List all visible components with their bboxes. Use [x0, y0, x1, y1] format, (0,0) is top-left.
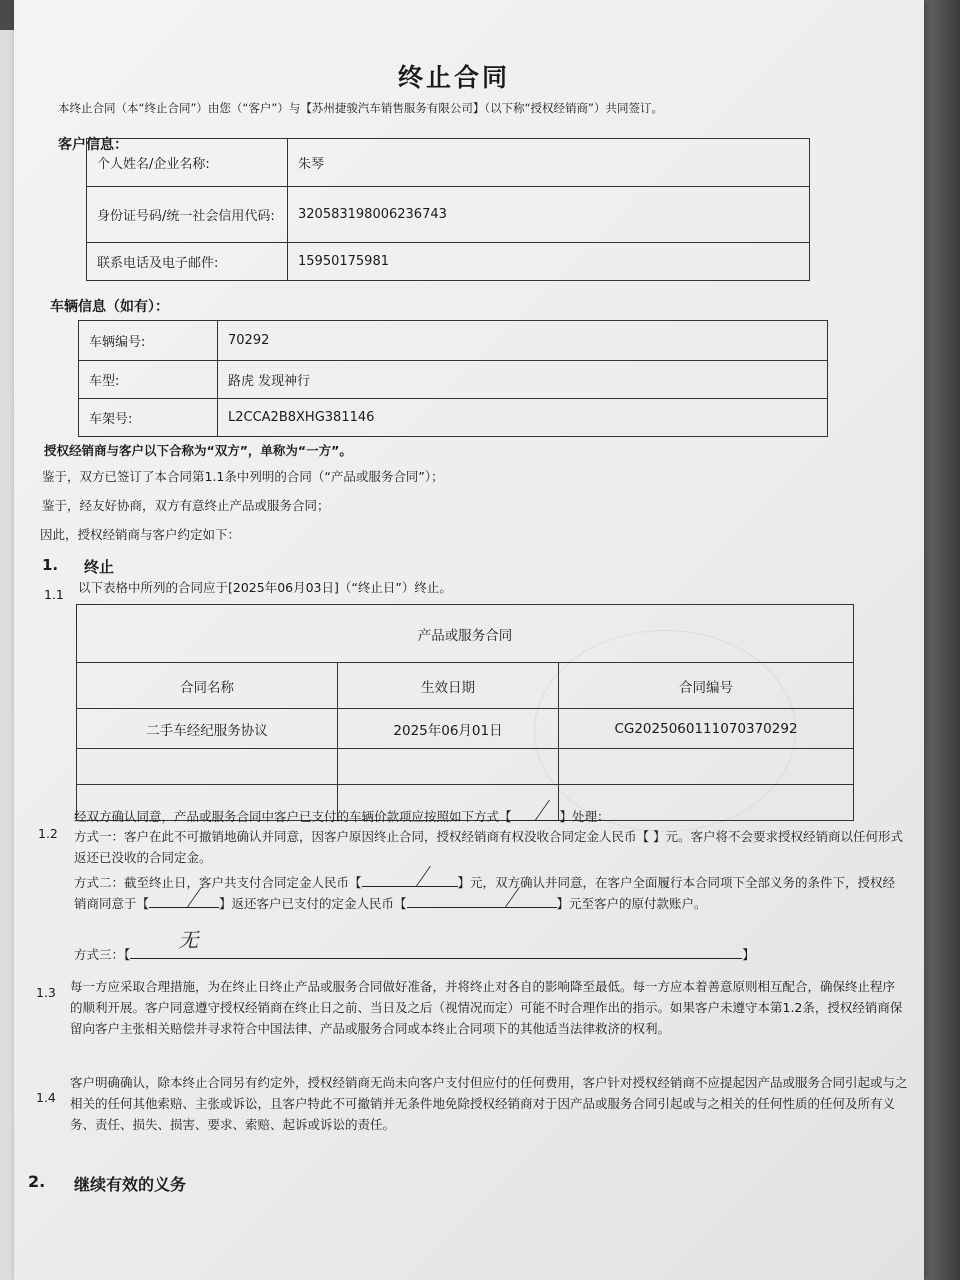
section-2-number: 2.	[28, 1172, 46, 1191]
field-label: 车辆编号:	[79, 321, 218, 361]
field-value: 70292	[218, 321, 828, 361]
deposit-amount-blank-strikeout	[362, 872, 458, 887]
table-row	[87, 139, 810, 187]
refund-amount-blank-strikeout	[407, 893, 557, 908]
table-header-row	[77, 663, 854, 709]
method-blank-strikeout	[512, 806, 560, 821]
table-caption-row	[77, 605, 854, 663]
clause-1-2-intro-start: 经双方确认同意，产品或服务合同中客户已支付的车辆价款项应按照如下方式【	[74, 809, 512, 824]
clause-1-2-number: 1.2	[38, 826, 58, 841]
option-2-text-b: 】元，双方确认并同意，在客户全面履行本合同项下全部义务的条件下，授权经销商同意于【	[74, 875, 896, 911]
table-cell: CG2025060111070370292	[559, 709, 854, 749]
field-value: 15950175981	[288, 243, 810, 281]
field-value: 朱琴	[288, 139, 810, 187]
clause-1-4-number: 1.4	[36, 1090, 56, 1105]
field-value: 路虎 发现神行	[218, 361, 828, 399]
field-value: 320583198006236743	[288, 187, 810, 243]
customer-info-table	[86, 138, 810, 281]
table-row	[87, 187, 810, 243]
clause-1-2-option-2	[74, 872, 904, 914]
table-cell: 二手车经纪服务协议	[77, 709, 338, 749]
table-cell: 2025年06月01日	[338, 709, 559, 749]
clause-1-4-text: 客户明确确认，除本终止合同另有约定外，授权经销商无尚未向客户支付但应付的任何费用，客户针对授权经销商不应提起因产品或服务合同引起或与之相关的任何其他索赔、主张或诉讼，且客户特此不可撤销并无条件地免除授权经销商对于因产品或服务合同引起或与之相关的任何性质的任何及所有义务、责任、损失、损害、要求、索赔、起诉或诉讼的责任。	[70, 1075, 908, 1132]
table-row	[79, 321, 828, 361]
field-value: L2CCA2B8XHG381146	[218, 399, 828, 437]
option-2-text-d: 】元至客户的原付款账户。	[556, 896, 707, 911]
section-1-number: 1.	[42, 556, 59, 574]
table-cell	[559, 749, 854, 785]
clause-1-2-intro-end: 】处理：	[559, 809, 610, 824]
refund-date-blank-strikeout	[149, 893, 219, 908]
clause-1-1-text: 以下表格中所列的合同应于[2025年06月03日]（“终止日”）终止。	[78, 580, 452, 595]
clause-1-3-number: 1.3	[36, 985, 56, 1000]
table-row	[77, 749, 854, 785]
field-label: 车架号:	[79, 399, 218, 437]
field-label: 联系电话及电子邮件:	[87, 243, 288, 281]
table-row	[77, 709, 854, 749]
vehicle-info-table	[78, 320, 828, 437]
option-3-label: 方式三：【	[74, 947, 131, 962]
intro-paragraph: 本终止合同（本“终止合同”）由您（“客户”）与【苏州捷骏汽车销售服务有限公司】（以下称“授权经销商”）共同签订。	[58, 101, 663, 115]
clause-1-2-option-1: 方式一：客户在此不可撤销地确认并同意，因客户原因终止合同，授权经销商有权没收合同定金人民币【 】元。客户将不会要求授权经销商以任何形式返还已没收的合同定金。	[74, 829, 903, 865]
column-header: 合同名称	[77, 663, 338, 709]
background-surface	[920, 0, 960, 1280]
option-2-text-a: 方式二：截至终止日，客户共支付合同定金人民币【	[74, 875, 362, 890]
option-3-handwritten-field	[130, 928, 742, 959]
table-row	[87, 243, 810, 281]
option-2-text-c: 】返还客户已支付的定金人民币【	[219, 896, 407, 911]
document-page	[14, 0, 924, 1280]
table-row	[79, 361, 828, 399]
field-label: 个人姓名/企业名称:	[87, 139, 288, 187]
contract-table	[76, 604, 854, 821]
section-1-title: 终止	[84, 558, 115, 576]
document-title: 终止合同	[397, 63, 510, 92]
table-row	[79, 399, 828, 437]
column-header: 合同编号	[559, 663, 854, 709]
clause-1-2-option-3	[74, 928, 904, 965]
handwritten-none: 无	[178, 928, 199, 952]
field-label: 身份证号码/统一社会信用代码:	[87, 187, 288, 243]
option-3-end-bracket: 】	[742, 947, 755, 962]
recital-whereas-2: 鉴于，经友好协商，双方有意终止产品或服务合同；	[42, 498, 330, 513]
section-2-title: 继续有效的义务	[74, 1175, 187, 1194]
column-header: 生效日期	[338, 663, 559, 709]
customer-info-heading: 客户信息：	[58, 137, 128, 153]
table-caption: 产品或服务合同	[77, 605, 854, 663]
recital-whereas-1: 鉴于，双方已签订了本合同第1.1条中列明的合同（“产品或服务合同”）；	[42, 469, 444, 484]
table-cell	[77, 749, 338, 785]
recital-parties: 授权经销商与客户以下合称为“双方”，单称为“一方”。	[44, 443, 352, 458]
table-cell	[338, 749, 559, 785]
vehicle-info-heading: 车辆信息（如有）：	[50, 299, 169, 315]
clause-1-3-text: 每一方应采取合理措施，为在终止日终止产品或服务合同做好准备，并将终止对各自的影响降至最低。每一方应本着善意原则相互配合，确保终止程序的顺利开展。客户同意遵守授权经销商在终止日之前、当日及之后（视情况而定）可能不时合理作出的指示。如果客户未遵守本第1.2条，授权经销商保留向客户主张相关赔偿并寻求符合中国法律、产品或服务合同或本终止合同项下的其他适当法律救济的权利。	[70, 979, 903, 1036]
clause-1-2-intro	[74, 806, 904, 827]
recital-therefore: 因此，授权经销商与客户约定如下：	[40, 527, 241, 542]
clause-1-1-number: 1.1	[44, 587, 64, 602]
field-label: 车型:	[79, 361, 218, 399]
